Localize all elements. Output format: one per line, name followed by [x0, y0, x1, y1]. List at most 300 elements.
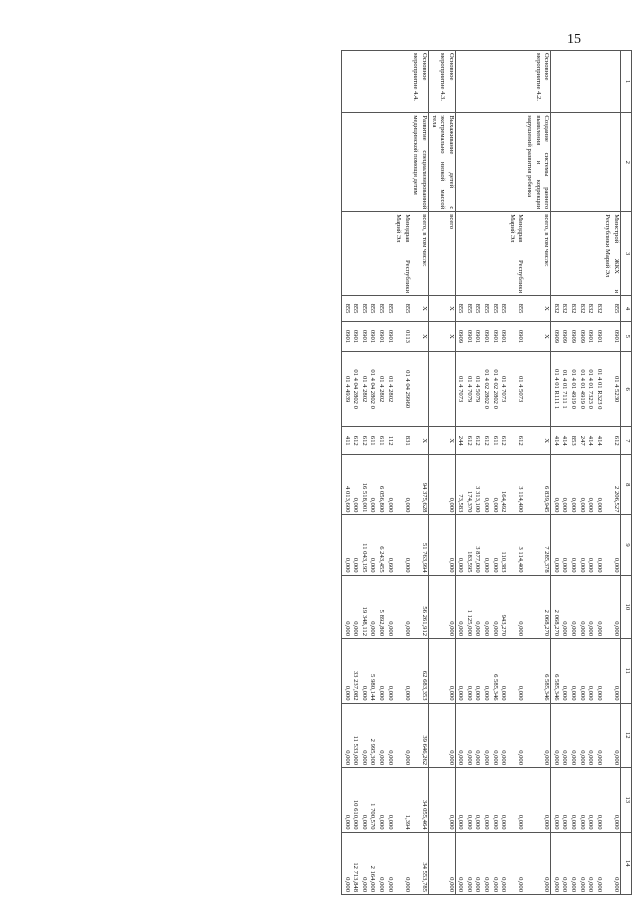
- cell-col-12: 0,000: [473, 703, 482, 768]
- cell-col-11: 0,000: [594, 639, 603, 704]
- cell-col-3: [385, 212, 394, 296]
- table-row: [376, 51, 385, 895]
- cell-col-14: 0,000: [385, 832, 394, 894]
- cell-col-3: [586, 212, 595, 296]
- cell-col-6: 01 4 01 R111 1: [551, 352, 560, 427]
- cell-col-4: 855: [342, 296, 351, 322]
- cell-col-14: 0,000: [560, 832, 569, 894]
- cell-col-3: [499, 212, 508, 296]
- rotated-table-container: [110, 50, 632, 895]
- cell-col-11: 0,000: [586, 639, 595, 704]
- cell-col-2: [586, 113, 595, 212]
- cell-col-6: 01 4 04 2802 0: [351, 352, 360, 427]
- cell-col-3: Минздрав Республики Марий Эл: [394, 212, 411, 296]
- cell-col-12: 39 646,262: [411, 703, 429, 768]
- cell-col-6: 01 4 2802: [376, 352, 385, 427]
- cell-col-14: 0,000: [499, 832, 508, 894]
- cell-col-9: 0,000: [560, 515, 569, 575]
- cell-col-4: 855: [603, 296, 621, 322]
- cell-col-13: 0,000: [473, 768, 482, 833]
- cell-col-11: 0,000: [359, 639, 368, 704]
- cell-col-1: [507, 51, 524, 113]
- cell-col-3: всего: [428, 212, 455, 296]
- cell-col-5: 0909: [568, 321, 577, 351]
- cell-col-8: 0,000: [577, 455, 586, 515]
- header-row: [621, 51, 632, 895]
- cell-col-12: 0,000: [428, 703, 455, 768]
- cell-col-9: 0,000: [342, 515, 351, 575]
- cell-col-5: 0909: [577, 321, 586, 351]
- cell-col-11: 0,000: [603, 639, 621, 704]
- cell-col-1: [385, 51, 394, 113]
- cell-col-13: 0,000: [342, 768, 351, 833]
- table-row: [455, 51, 464, 895]
- cell-col-12: 0,000: [499, 703, 508, 768]
- cell-col-12: 0,000: [464, 703, 473, 768]
- cell-col-6: 01 4 01 7111 1: [560, 352, 569, 427]
- cell-col-1: [359, 51, 368, 113]
- cell-col-13: 0,000: [551, 768, 560, 833]
- column-header-4: 4: [621, 296, 632, 322]
- cell-col-9: 51 763,994: [411, 515, 429, 575]
- cell-col-6: [411, 352, 429, 427]
- cell-col-10: 0,000: [351, 575, 360, 638]
- cell-col-1: [351, 51, 360, 113]
- cell-col-9: 0,000: [394, 515, 411, 575]
- cell-col-14: 0,000: [428, 832, 455, 894]
- cell-col-11: 6 585,346: [524, 639, 550, 704]
- cell-col-5: 0909: [455, 321, 464, 351]
- cell-col-9: 0,000: [586, 515, 595, 575]
- cell-col-12: 0,000: [490, 703, 499, 768]
- cell-col-14: 0,000: [376, 832, 385, 894]
- cell-col-2: [359, 113, 368, 212]
- cell-col-2: [499, 113, 508, 212]
- cell-col-4: Х: [428, 296, 455, 322]
- cell-col-4: 855: [499, 296, 508, 322]
- cell-col-13: 0,000: [385, 768, 394, 833]
- cell-col-13: 0,000: [568, 768, 577, 833]
- cell-col-6: 01 4 7079: [464, 352, 473, 427]
- column-header-10: 10: [621, 575, 632, 638]
- cell-col-14: 0,000: [586, 832, 595, 894]
- cell-col-10: 0,000: [482, 575, 491, 638]
- cell-col-2: [551, 113, 560, 212]
- cell-col-7: Х: [524, 427, 550, 455]
- cell-col-7: 612: [464, 427, 473, 455]
- cell-col-12: 0,000: [577, 703, 586, 768]
- cell-col-3: [368, 212, 377, 296]
- cell-col-1: [560, 51, 569, 113]
- cell-col-5: 0901: [482, 321, 491, 351]
- cell-col-2: [560, 113, 569, 212]
- cell-col-6: 01 4 01 R323 0: [594, 352, 603, 427]
- cell-col-2: [603, 113, 621, 212]
- cell-col-8: 6 056,800: [376, 455, 385, 515]
- cell-col-2: Создание системы раннего выявления и коррекции нарушений развития ребенка: [524, 113, 550, 212]
- table-row: [586, 51, 595, 895]
- cell-col-14: 0,000: [464, 832, 473, 894]
- cell-col-10: 1 125,000: [464, 575, 473, 638]
- cell-col-4: 855: [376, 296, 385, 322]
- cell-col-14: 0,000: [594, 832, 603, 894]
- page-number: 15: [567, 32, 581, 47]
- cell-col-2: [577, 113, 586, 212]
- cell-col-7: 611: [490, 427, 499, 455]
- cell-col-12: 0,000: [455, 703, 464, 768]
- cell-col-9: 0,000: [551, 515, 560, 575]
- cell-col-14: 0,000: [473, 832, 482, 894]
- cell-col-13: 0,000: [482, 768, 491, 833]
- cell-col-7: 612: [359, 427, 368, 455]
- cell-col-7: 612: [482, 427, 491, 455]
- cell-col-2: [594, 113, 603, 212]
- cell-col-4: 855: [482, 296, 491, 322]
- cell-col-5: 0901: [351, 321, 360, 351]
- cell-col-13: 0,000: [577, 768, 586, 833]
- cell-col-2: [464, 113, 473, 212]
- cell-col-3: [577, 212, 586, 296]
- cell-col-8: 3 313,100: [473, 455, 482, 515]
- cell-col-11: 62 683,353: [411, 639, 429, 704]
- cell-col-8: 0,000: [351, 455, 360, 515]
- cell-col-1: [568, 51, 577, 113]
- cell-col-2: [342, 113, 351, 212]
- cell-col-4: 855: [455, 296, 464, 322]
- cell-col-7: 414: [551, 427, 560, 455]
- table-row: [351, 51, 360, 895]
- cell-col-9: 0,000: [594, 515, 603, 575]
- cell-col-2: [455, 113, 464, 212]
- cell-col-13: 0,000: [359, 768, 368, 833]
- cell-col-6: 01 4 04 2802 0: [368, 352, 377, 427]
- cell-col-6: 01 4 02 2802 0: [490, 352, 499, 427]
- table-row: [394, 51, 411, 895]
- column-header-12: 12: [621, 703, 632, 768]
- cell-col-13: 0,000: [594, 768, 603, 833]
- cell-col-11: 0,000: [473, 639, 482, 704]
- cell-col-13: 0,000: [464, 768, 473, 833]
- cell-col-2: [394, 113, 411, 212]
- cell-col-14: 34 553,785: [411, 832, 429, 894]
- cell-col-8: 6 839,945: [524, 455, 550, 515]
- cell-col-14: 0,000: [482, 832, 491, 894]
- cell-col-14: 0,000: [577, 832, 586, 894]
- cell-col-1: [490, 51, 499, 113]
- column-header-11: 11: [621, 639, 632, 704]
- cell-col-9: 0,000: [490, 515, 499, 575]
- cell-col-3: [551, 212, 560, 296]
- cell-col-9: 0,000: [351, 515, 360, 575]
- cell-col-13: 34 055,464: [411, 768, 429, 833]
- cell-col-9: 7 285,378: [524, 515, 550, 575]
- cell-col-14: 0,000: [507, 832, 524, 894]
- cell-col-1: [455, 51, 464, 113]
- cell-col-9: 3 877,000: [473, 515, 482, 575]
- cell-col-1: [394, 51, 411, 113]
- cell-col-10: 0,000: [577, 575, 586, 638]
- table-row: [568, 51, 577, 895]
- cell-col-4: 855: [351, 296, 360, 322]
- cell-col-3: [568, 212, 577, 296]
- cell-col-6: 01 4 2802: [385, 352, 394, 427]
- table-row: [359, 51, 368, 895]
- cell-col-6: 01 4 7073: [499, 352, 508, 427]
- cell-col-7: 112: [385, 427, 394, 455]
- cell-col-10: 0,000: [586, 575, 595, 638]
- cell-col-8: 174,370: [464, 455, 473, 515]
- cell-col-11: 0,000: [568, 639, 577, 704]
- table-row: [603, 51, 621, 895]
- cell-col-2: [351, 113, 360, 212]
- cell-col-9: 0,000: [577, 515, 586, 575]
- cell-col-12: 0,000: [482, 703, 491, 768]
- cell-col-11: 0,000: [507, 639, 524, 704]
- cell-col-10: 0,000: [490, 575, 499, 638]
- cell-col-8: 0,000: [490, 455, 499, 515]
- cell-col-6: 01 4 5073: [507, 352, 524, 427]
- cell-col-11: 0,000: [385, 639, 394, 704]
- cell-col-5: 0901: [603, 321, 621, 351]
- cell-col-3: [455, 212, 464, 296]
- cell-col-8: 0,000: [568, 455, 577, 515]
- cell-col-13: 1,394: [394, 768, 411, 833]
- cell-col-3: [464, 212, 473, 296]
- column-header-1: 1: [621, 51, 632, 113]
- cell-col-14: 0,000: [342, 832, 351, 894]
- cell-col-8: 16 518,001: [359, 455, 368, 515]
- cell-col-14: 0,000: [524, 832, 550, 894]
- column-header-5: 5: [621, 321, 632, 351]
- cell-col-4: 832: [594, 296, 603, 322]
- column-header-9: 9: [621, 515, 632, 575]
- table-row: [428, 51, 455, 895]
- cell-col-3: всего, в том числе:: [524, 212, 550, 296]
- cell-col-5: Х: [428, 321, 455, 351]
- cell-col-3: [359, 212, 368, 296]
- cell-col-10: 19 348,112: [359, 575, 368, 638]
- cell-col-9: 0,000: [455, 515, 464, 575]
- cell-col-2: [376, 113, 385, 212]
- cell-col-10: 0,000: [594, 575, 603, 638]
- cell-col-12: 0,000: [594, 703, 603, 768]
- cell-col-12: 0,000: [560, 703, 569, 768]
- cell-col-4: 855: [490, 296, 499, 322]
- cell-col-4: 832: [577, 296, 586, 322]
- cell-col-7: Х: [411, 427, 429, 455]
- cell-col-7: 247: [577, 427, 586, 455]
- cell-col-12: 11 533,000: [351, 703, 360, 768]
- cell-col-7: 611: [376, 427, 385, 455]
- cell-col-5: Х: [524, 321, 550, 351]
- cell-col-14: 0,000: [551, 832, 560, 894]
- cell-col-1: [464, 51, 473, 113]
- table-row: [507, 51, 524, 895]
- table-row: [594, 51, 603, 895]
- cell-col-3: [342, 212, 351, 296]
- table-row: [368, 51, 377, 895]
- table-row: [473, 51, 482, 895]
- cell-col-12: 0,000: [524, 703, 550, 768]
- cell-col-13: 0,000: [524, 768, 550, 833]
- cell-col-2: [490, 113, 499, 212]
- cell-col-10: 5 892,800: [376, 575, 385, 638]
- cell-col-5: 0901: [376, 321, 385, 351]
- cell-col-8: 0,000: [586, 455, 595, 515]
- cell-col-5: 0901: [499, 321, 508, 351]
- cell-col-7: 612: [351, 427, 360, 455]
- cell-col-8: 0,000: [560, 455, 569, 515]
- cell-col-6: 01 4 2802: [359, 352, 368, 427]
- cell-col-10: 0,000: [560, 575, 569, 638]
- cell-col-8: 0,000: [368, 455, 377, 515]
- cell-col-8: 0,000: [594, 455, 603, 515]
- cell-col-10: 0,000: [394, 575, 411, 638]
- cell-col-11: 0,000: [464, 639, 473, 704]
- cell-col-5: 0901: [368, 321, 377, 351]
- cell-col-14: 0,000: [490, 832, 499, 894]
- cell-col-12: 2 995,300: [368, 703, 377, 768]
- cell-col-11: 5 980,144: [368, 639, 377, 704]
- cell-col-7: 612: [499, 427, 508, 455]
- cell-col-14: 0,000: [455, 832, 464, 894]
- cell-col-6: 01 4 5230: [603, 352, 621, 427]
- cell-col-11: 0,000: [376, 639, 385, 704]
- cell-col-5: 0909: [551, 321, 560, 351]
- cell-col-1: [482, 51, 491, 113]
- cell-col-14: 0,000: [394, 832, 411, 894]
- budget-table: [341, 50, 632, 895]
- cell-col-11: 0,000: [499, 639, 508, 704]
- cell-col-1: [603, 51, 621, 113]
- cell-col-4: 855: [507, 296, 524, 322]
- cell-col-5: 0901: [342, 321, 351, 351]
- cell-col-1: [376, 51, 385, 113]
- cell-col-13: 0,000: [499, 768, 508, 833]
- cell-col-12: 0,000: [568, 703, 577, 768]
- cell-col-7: 611: [368, 427, 377, 455]
- cell-col-10: 0,000: [603, 575, 621, 638]
- cell-col-9: 0,000: [428, 515, 455, 575]
- cell-col-13: 0,000: [428, 768, 455, 833]
- cell-col-10: 0,000: [368, 575, 377, 638]
- cell-col-4: 832: [568, 296, 577, 322]
- cell-col-2: [473, 113, 482, 212]
- cell-col-4: 832: [560, 296, 569, 322]
- table-row: [490, 51, 499, 895]
- cell-col-9: 0,000: [482, 515, 491, 575]
- cell-col-2: [385, 113, 394, 212]
- cell-col-9: 6 243,455: [376, 515, 385, 575]
- cell-col-4: 855: [464, 296, 473, 322]
- cell-col-6: 01 4 4939: [342, 352, 351, 427]
- cell-col-12: 0,000: [586, 703, 595, 768]
- cell-col-8: 94 375,628: [411, 455, 429, 515]
- cell-col-8: 4 013,600: [342, 455, 351, 515]
- table-row: [482, 51, 491, 895]
- cell-col-5: Х: [411, 321, 429, 351]
- cell-col-12: 0,000: [551, 703, 560, 768]
- cell-col-9: 0,000: [603, 515, 621, 575]
- cell-col-4: 855: [359, 296, 368, 322]
- cell-col-3: [376, 212, 385, 296]
- column-header-3: 3: [621, 212, 632, 296]
- cell-col-6: 01 4 7073: [455, 352, 464, 427]
- cell-col-6: 01 4 01 7323 0: [586, 352, 595, 427]
- table-row: [499, 51, 508, 895]
- table-row: [577, 51, 586, 895]
- cell-col-5: 0901: [464, 321, 473, 351]
- cell-col-9: 183,595: [464, 515, 473, 575]
- cell-col-8: 0,000: [482, 455, 491, 515]
- cell-col-4: 832: [551, 296, 560, 322]
- cell-col-3: Минстрой ЖКХ и Республики Марий Эл: [603, 212, 621, 296]
- cell-col-13: 10 610,000: [351, 768, 360, 833]
- cell-col-5: 0901: [594, 321, 603, 351]
- cell-col-3: [473, 212, 482, 296]
- cell-col-1: Основное мероприятие 4.3.: [428, 51, 455, 113]
- cell-col-7: 612: [507, 427, 524, 455]
- table-row: [551, 51, 560, 895]
- cell-col-14: 12 713,848: [351, 832, 360, 894]
- cell-col-11: 0,000: [482, 639, 491, 704]
- cell-col-14: 0,000: [568, 832, 577, 894]
- cell-col-13: 0,000: [603, 768, 621, 833]
- cell-col-11: 33 237,082: [351, 639, 360, 704]
- cell-col-13: 0,000: [455, 768, 464, 833]
- cell-col-8: 0,000: [551, 455, 560, 515]
- cell-col-11: 6 585,346: [551, 639, 560, 704]
- cell-col-2: [568, 113, 577, 212]
- cell-col-10: 2 068,270: [524, 575, 550, 638]
- cell-col-11: 0,000: [342, 639, 351, 704]
- cell-col-1: [499, 51, 508, 113]
- cell-col-4: 855: [473, 296, 482, 322]
- cell-col-8: 73,583: [455, 455, 464, 515]
- cell-col-8: 0,000: [428, 455, 455, 515]
- cell-col-9: 11 043,195: [359, 515, 368, 575]
- cell-col-5: 0901: [359, 321, 368, 351]
- table-row: [560, 51, 569, 895]
- cell-col-1: Основное мероприятие 4.2.: [524, 51, 550, 113]
- cell-col-7: 831: [394, 427, 411, 455]
- cell-col-13: 0,000: [490, 768, 499, 833]
- cell-col-5: 0901: [507, 321, 524, 351]
- cell-col-11: 0,000: [428, 639, 455, 704]
- cell-col-8: 0,000: [385, 455, 394, 515]
- cell-col-4: 832: [586, 296, 595, 322]
- cell-col-8: 0,000: [394, 455, 411, 515]
- column-header-2: 2: [621, 113, 632, 212]
- cell-col-10: 0,000: [568, 575, 577, 638]
- cell-col-14: 0,000: [603, 832, 621, 894]
- cell-col-6: 01 4 02 2802 0: [482, 352, 491, 427]
- cell-col-10: 943,270: [499, 575, 508, 638]
- cell-col-1: [551, 51, 560, 113]
- cell-col-4: 855: [385, 296, 394, 322]
- table-row: [411, 51, 429, 895]
- cell-col-11: 0,000: [394, 639, 411, 704]
- cell-col-1: [594, 51, 603, 113]
- cell-col-2: Развитие специализированной медицинской помощи детям: [411, 113, 429, 212]
- cell-col-4: Х: [411, 296, 429, 322]
- cell-col-3: [482, 212, 491, 296]
- cell-col-10: 2 068,270: [551, 575, 560, 638]
- cell-col-12: 0,000: [394, 703, 411, 768]
- cell-col-6: [428, 352, 455, 427]
- cell-col-9: 110,383: [499, 515, 508, 575]
- cell-col-10: 0,000: [342, 575, 351, 638]
